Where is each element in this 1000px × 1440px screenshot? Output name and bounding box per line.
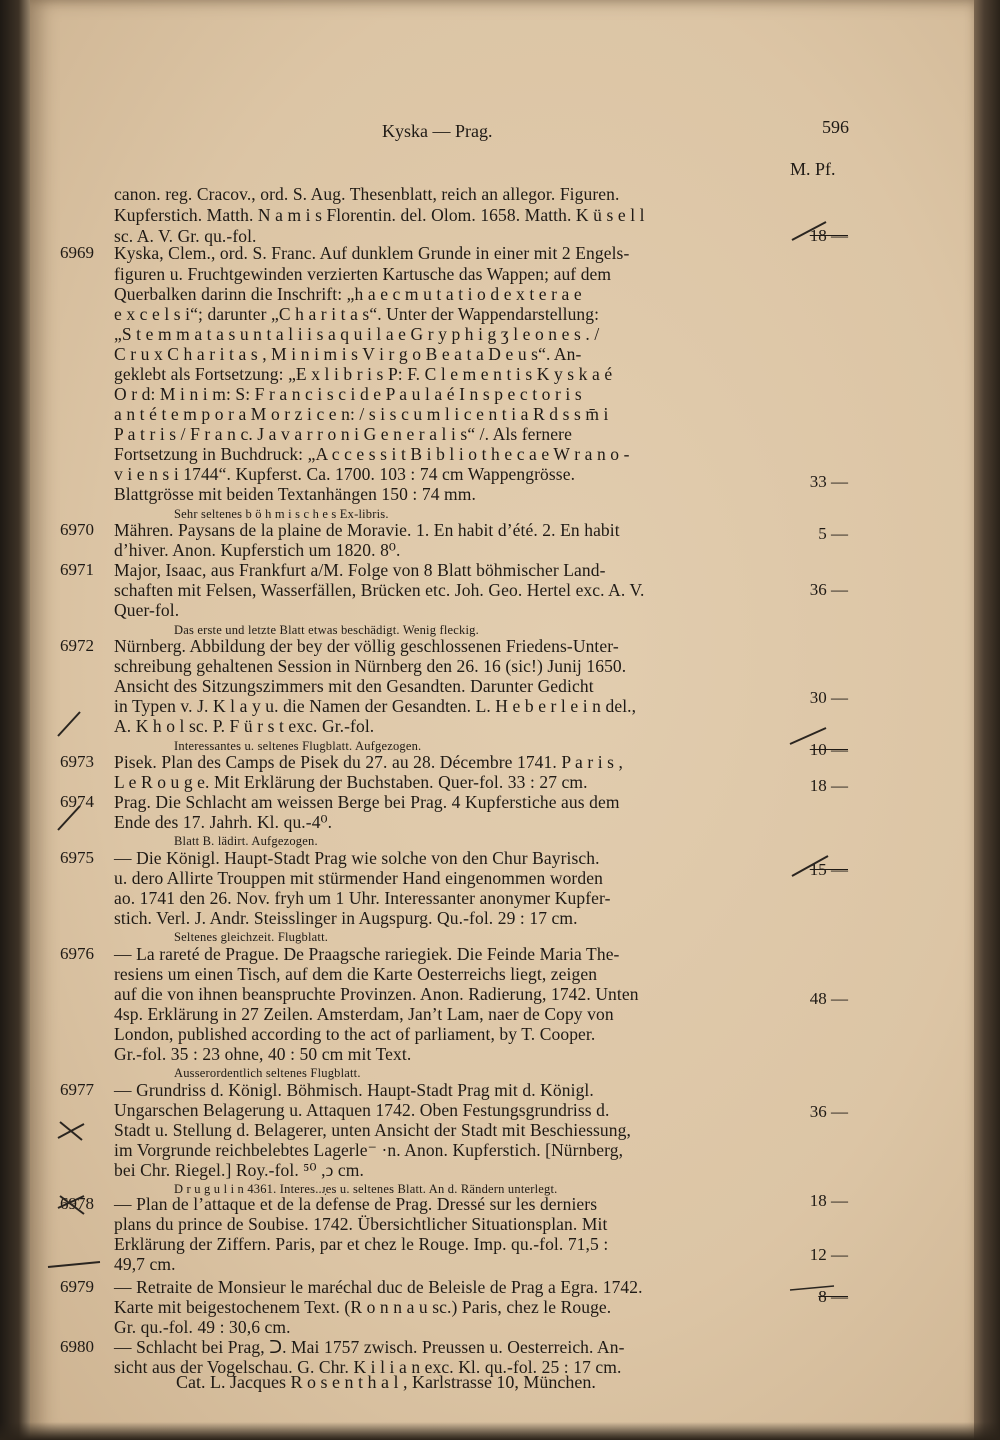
running-title: Kyska — Prag. — [382, 121, 493, 141]
lot-number: 6977 — [60, 1080, 94, 1099]
entry-text-line: Kyska, Clem., ord. S. Franc. Auf dunklem Grunde in einer mit 2 Engels- — [114, 243, 630, 263]
entry-text-line: u. dero Allirte Trouppen mit stürmender Hand eingenommen worden — [114, 868, 603, 888]
entry-text-line: Kupferstich. Matth. N a m i s Florentin. del. Olom. 1658. Matth. K ü s e l l — [114, 205, 645, 225]
entry-text-line: Major, Isaac, aus Frankfurt a/M. Folge von 8 Blatt böhmischer Land- — [114, 560, 606, 580]
price: 48 — — [809, 989, 848, 1008]
page-bottom-shadow — [0, 1422, 1000, 1440]
struck-price: 15 — — [809, 860, 848, 879]
entry-text-line: sc. A. V. Gr. qu.-fol. — [114, 226, 257, 246]
catalogue-footer: Cat. L. Jacques R o s e n t h a l , Karlstrasse 10, München. — [176, 1372, 596, 1392]
price: 5 — — [818, 524, 848, 543]
price: 33 — — [809, 472, 848, 491]
entry-text-line: London, published according to the act of parliament, by T. Cooper. — [114, 1024, 596, 1044]
lot-number: 6970 — [60, 520, 94, 539]
entry-text-line: Stadt u. Stellung d. Belagerer, unten Ansicht der Stadt mit Beschiessung, — [114, 1120, 631, 1140]
entry-text-line: — La rareté de Prague. De Praagsche rariegiek. Die Feinde Maria The- — [114, 944, 620, 964]
struck-price: 10 — — [809, 740, 848, 759]
lot-number: 6976 — [60, 944, 94, 963]
price: 36 — — [809, 1102, 848, 1121]
lot-number: 6973 — [60, 752, 94, 771]
lot-number: 6979 — [60, 1277, 94, 1296]
lot-number: 6980 — [60, 1337, 94, 1356]
entry-text-line: schaften mit Felsen, Wasserfällen, Brücken etc. Joh. Geo. Hertel exc. A. V. — [114, 580, 645, 600]
entry-text-line: Gr.-fol. 35 : 23 ohne, 40 : 50 cm mit Text. — [114, 1044, 412, 1064]
entry-text-line: Ansicht des Sitzungszimmers mit den Gesandten. Darunter Gedicht — [114, 676, 594, 696]
condition-note: Ausserordentlich seltenes Flugblatt. — [174, 1066, 361, 1080]
entry-text-line: — Die Königl. Haupt-Stadt Prag wie solche von den Chur Bayrisch. — [114, 848, 600, 868]
entry-text-line: Nürnberg. Abbildung der bey der völlig geschlossenen Friedens-Unter- — [114, 636, 619, 656]
entry-text-line: Quer-fol. — [114, 600, 180, 620]
condition-note: Das erste und letzte Blatt etwas beschädigt. Wenig fleckig. — [174, 623, 479, 637]
entry-text-line: sicht aus der Vogelschau. G. Chr. K i l i a n exc. Kl. qu.-fol. 25 : 17 cm. — [114, 1357, 622, 1377]
struck-price: 18 — — [809, 226, 848, 245]
entry-text-line: canon. reg. Cracov., ord. S. Aug. Thesenblatt, reich an allegor. Figuren. — [114, 184, 620, 204]
binding-gutter — [0, 0, 34, 1440]
entry-text-line: Erklärung der Ziffern. Paris, par et chez le Rouge. Imp. qu.-fol. 71,5 : — [114, 1234, 609, 1254]
price: 30 — — [809, 688, 848, 707]
entry-text-line: v i e n s i 1744“. Kupferst. Ca. 1700. 103 : 74 cm Wappengrösse. — [114, 464, 576, 484]
entry-text-line: — Plan de l’attaque et de la defense de Prag. Dressé sur les derniers — [114, 1194, 598, 1214]
lot-number: 6975 — [60, 848, 94, 867]
entry-text-line: Pisek. Plan des Camps de Pisek du 27. au 28. Décembre 1741. P a r i s , — [114, 752, 624, 772]
lot-number: 6972 — [60, 636, 94, 655]
entry-text-line: bei Chr. Riegel.] Roy.-fol. ⁵⁰ ,ↄ cm. — [114, 1160, 364, 1180]
entry-text-line: resiens um einen Tisch, auf dem die Karte Oesterreichs liegt, zeigen — [114, 964, 598, 984]
condition-note: Blatt B. lädirt. Aufgezogen. — [174, 834, 318, 848]
entry-text-line: Prag. Die Schlacht am weissen Berge bei Prag. 4 Kupferstiche aus dem — [114, 792, 620, 812]
entry-text-line: 49,7 cm. — [114, 1254, 176, 1274]
condition-note: Sehr seltenes b ö h m i s c h e s Ex-libris. — [174, 507, 389, 521]
lot-number: 6969 — [60, 243, 94, 262]
entry-text-line: Ungarschen Belagerung u. Attaquen 1742. Oben Festungsgrundriss d. — [114, 1100, 610, 1120]
entry-text-line: Blattgrösse mit beiden Textanhängen 150 : 74 mm. — [114, 484, 476, 504]
entry-text-line: — Grundriss d. Königl. Böhmisch. Haupt-Stadt Prag mit d. Königl. — [114, 1080, 594, 1100]
entry-text-line: Ende des 17. Jahrh. Kl. qu.-4⁰. — [114, 812, 333, 832]
entry-text-line: Karte mit beigestochenem Text. (R o n n a u sc.) Paris, chez le Rouge. — [114, 1297, 612, 1317]
price: 12 — — [809, 1245, 848, 1264]
entry-text-line: figuren u. Fruchtgewinden verzierten Kartusche das Wappen; auf dem — [114, 264, 612, 284]
condition-note: Interessantes u. seltenes Flugblatt. Aufgezogen. — [174, 739, 422, 753]
entry-text-line: ao. 1741 den 26. Nov. fryh um 1 Uhr. Interessanter anonymer Kupfer- — [114, 888, 611, 908]
entry-text-line: O r d: M i n i m: S: F r a n c i s c i d e P a u l a é I n s p e c t o r i s — [114, 384, 582, 404]
lot-number: 6974 — [60, 792, 94, 811]
price: 18 — — [809, 1191, 848, 1210]
condition-note: Seltenes gleichzeit. Flugblatt. — [174, 930, 329, 944]
entry-text-line: „S t e m m a t a s u n t a l i i s a q u i l a e G r y p h i g ʒ l e o n e s . / — [114, 324, 600, 344]
entry-text-line: a n t é t e m p o r a M o r z i c e n: / s i s c u m l i c e n t i a R d s s m̄ i — [114, 404, 609, 424]
entry-text-line: auf die von ihnen beanspruchte Provinzen. Anon. Radierung, 1742. Unten — [114, 984, 639, 1004]
entry-text-line: — Schlacht bei Prag, ᑐ. Mai 1757 zwisch. Preussen u. Oesterreich. An- — [114, 1337, 625, 1357]
entry-text-line: — Retraite de Monsieur le maréchal duc de Beleisle de Prag a Egra. 1742. — [114, 1277, 643, 1297]
entry-text-line: schreibung gehaltenen Session in Nürnberg den 26. 16 (sic!) Junij 1650. — [114, 656, 627, 676]
entry-text-line: in Typen v. J. K l a y u. die Namen der Gesandten. L. H e b e r l e i n del., — [114, 696, 637, 716]
entry-text-line: plans du prince de Soubise. 1742. Übersichtlicher Situationsplan. Mit — [114, 1214, 608, 1234]
entry-text-line: A. K h o l sc. P. F ü r s t exc. Gr.-fol. — [114, 716, 375, 736]
entry-text-line: C r u x C h a r i t a s , M i n i m i s V i r g o B e a t a D e u s“. An- — [114, 344, 582, 364]
entry-text-line: Fortsetzung in Buchdruck: „A c c e s s i t B i b l i o t h e c a e W r a n o - — [114, 444, 630, 464]
entry-text-line: d’hiver. Anon. Kupferstich um 1820. 8⁰. — [114, 540, 401, 560]
price: 36 — — [809, 580, 848, 599]
book-fore-edge — [974, 0, 1000, 1440]
entry-text-line: Gr. qu.-fol. 49 : 30,6 cm. — [114, 1317, 291, 1337]
entry-text-line: Mähren. Paysans de la plaine de Moravie. 1. En habit d’été. 2. En habit — [114, 520, 620, 540]
price-column-header: M. Pf. — [790, 159, 836, 179]
entry-text-line: Querbalken darinn die Inschrift: „h a e c m u t a t i o d e x t e r a e — [114, 284, 582, 304]
page-number: 596 — [822, 117, 849, 137]
struck-price: 8 — — [818, 1287, 848, 1306]
entry-text-line: L e R o u g e. Mit Erklärung der Buchstaben. Quer-fol. 33 : 27 cm. — [114, 772, 588, 792]
condition-note: D r u g u l i n 4361. Interes..ᴊ̣es u. seltenes Blatt. An d. Rändern unterlegt. — [174, 1182, 558, 1196]
lot-number: 6971 — [60, 560, 94, 579]
entry-text-line: e x c e l s i“; darunter „C h a r i t a s“. Unter der Wappendarstellung: — [114, 304, 600, 324]
entry-text-line: 4sp. Erklärung in 27 Zeilen. Amsterdam, Jan’t Lam, naer de Copy von — [114, 1004, 614, 1024]
entry-text-line: P a t r i s / F r a n c. J a v a r r o n i G e n e r a l i s“ /. Als fernere — [114, 424, 572, 444]
entry-text-line: stich. Verl. J. Andr. Steisslinger in Augspurg. Qu.-fol. 29 : 17 cm. — [114, 908, 578, 928]
entry-text-line: im Vorgrunde reichbelebtes Lagerle⁻ ·n. Anon. Kupferstich. [Nürnberg, — [114, 1140, 624, 1160]
entry-text-line: geklebt als Fortsetzung: „E x l i b r i s P: F. C l e m e n t i s K y s k a é — [114, 364, 613, 384]
price: 18 — — [809, 776, 848, 795]
lot-number: 6978 — [60, 1194, 94, 1213]
